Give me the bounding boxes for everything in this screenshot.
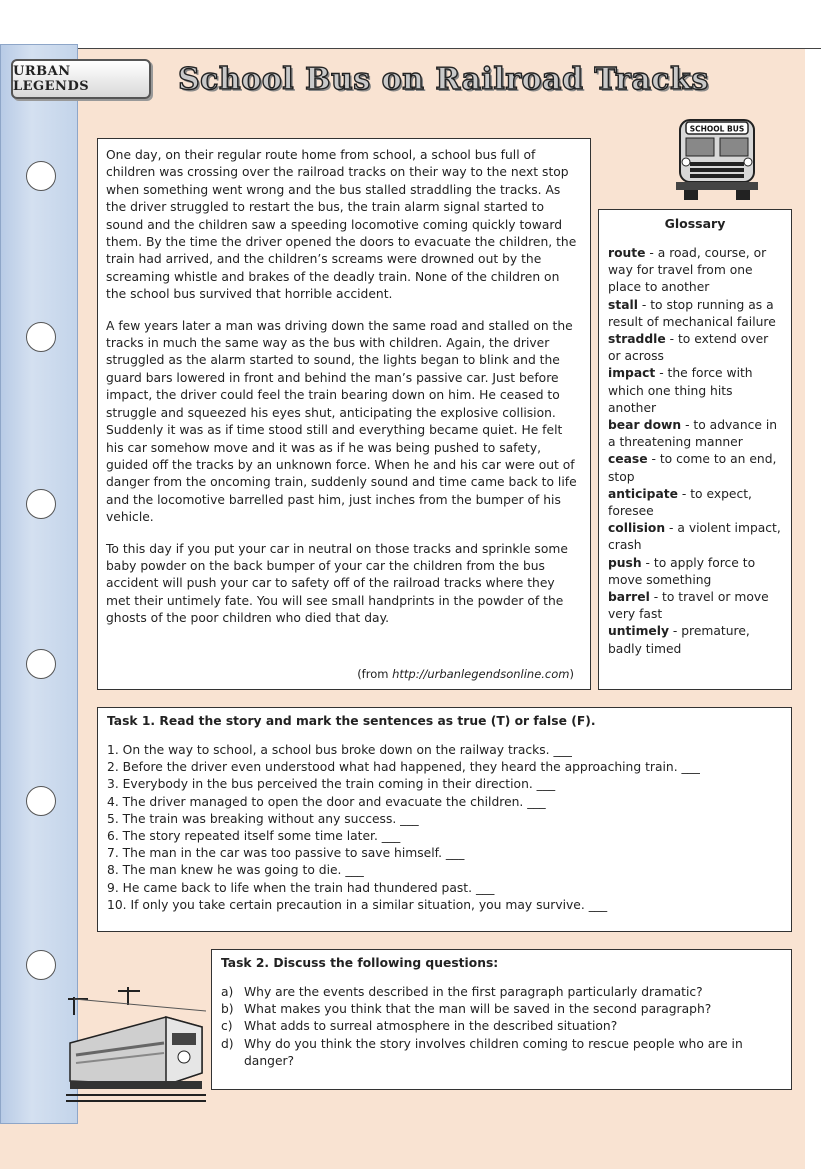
binder-hole xyxy=(26,489,56,519)
glossary-entry: cease - to come to an end, stop xyxy=(608,452,777,484)
glossary-entry: route - a road, course, or way for travel from one place to another xyxy=(608,246,767,295)
task2-question: b) What makes you think that the man will be saved in the second paragraph? xyxy=(221,1002,712,1017)
school-bus-illustration xyxy=(670,110,766,204)
story-paragraph: One day, on their regular route home from school, a school bus full of children was crossing over the railroad tracks on their way to the next stop when something went wrong and the bus stalled straddling the tracks. As the driver struggled to restart the bus, the train alarm signal started to sound and the children saw a speeding locomotive coming quickly toward them. By the time the driver opened the doors to evacuate the children, the train had arrived, and the children’s screams were drowned out by the screaming whistle and brakes of the deadly train. None of the children on the school bus survived that horrible accident. xyxy=(106,148,577,302)
binder-hole xyxy=(26,161,56,191)
binder-hole xyxy=(26,786,56,816)
task1-title: Task 1. Read the story and mark the sentences as true (T) or false (F). xyxy=(107,714,596,728)
task1-statement: 8. The man knew he was going to die. ___ xyxy=(107,863,364,878)
task1-statement: 2. Before the driver even understood what had happened, they heard the approaching train. ___ xyxy=(107,760,700,775)
source-url: http://urbanlegendsonline.com xyxy=(392,667,570,681)
task1-statement: 3. Everybody in the bus perceived the train coming in their direction. ___ xyxy=(107,777,556,792)
glossary-entry: impact - the force with which one thing hits another xyxy=(608,366,753,415)
task1-box xyxy=(97,707,792,932)
task1-statement: 10. If only you take certain precaution in a similar situation, you may survive. ___ xyxy=(107,897,608,912)
task1-statement: 1. On the way to school, a school bus broke down on the railway tracks. ___ xyxy=(107,743,572,757)
task1-statement: 9. He came back to life when the train had thundered past. ___ xyxy=(107,880,495,895)
binder-hole xyxy=(26,649,56,679)
glossary-entry: straddle - to extend over or across xyxy=(608,332,769,364)
glossary-entry: stall - to stop running as a result of mechanical failure xyxy=(608,297,776,329)
glossary-title: Glossary xyxy=(664,216,726,231)
task1-list xyxy=(107,742,782,914)
story-paragraph: To this day if you put your car in neutral on those tracks and sprinkle some baby powder on the back bumper of your car the children from the bus accident will push your car to safety off of the railroad tracks where they met their untimely fate. You will see small handprints in the powder of the ghosts of the poor children who died that day. xyxy=(106,541,568,626)
story-paragraph: A few years later a man was driving down the same road and stalled on the tracks in much the same way as the bus with children. Again, the driver struggled as the alarm started to sound, the lights began to blink and the guard bars lowered in front and behind the man’s passive car. Just before impact, the driver could feel the train bearing down on him. He ceased to struggle and squeezed his eyes shut, anticipating the explosive collision. Suddenly it was as if time stood still and everything became quiet. He felt his car somehow move and it was as if he was being pushed to safety, guided off the tracks by an unknown force. When he and his car were out of danger from the oncoming train, suddenly sound and time came back to life and the locomotive barrelled past him, just inches from the bumper of his vehicle. xyxy=(106,318,577,525)
glossary-entry: barrel - to travel or move very fast xyxy=(608,590,769,622)
task2-question: d) Why do you think the story involves children coming to rescue people who are in danger? xyxy=(221,1036,743,1068)
binder-hole xyxy=(26,322,56,352)
task1-statement: 6. The story repeated itself some time later. ___ xyxy=(107,829,401,844)
binder-hole xyxy=(26,950,56,980)
task2-question: a) Why are the events described in the first paragraph particularly dramatic? xyxy=(221,985,703,999)
page-title: School Bus on Railroad Tracks xyxy=(178,62,709,97)
top-rule xyxy=(0,48,821,49)
task1-statement: 5. The train was breaking without any success. ___ xyxy=(107,811,419,826)
bus-sign-text: SCHOOL BUS xyxy=(689,124,745,134)
glossary-entry: untimely - premature, badly timed xyxy=(608,624,750,656)
task1-statement: 4. The driver managed to open the door and evacuate the children. ___ xyxy=(107,794,546,809)
glossary-entry: bear down - to advance in a threatening manner xyxy=(608,418,778,450)
story-box xyxy=(97,138,591,690)
locomotive-illustration xyxy=(66,985,206,1103)
glossary-entry: push - to apply force to move something xyxy=(608,555,756,587)
glossary-box xyxy=(598,209,792,690)
glossary-entry: anticipate - to expect, foresee xyxy=(608,486,752,519)
task2-title: Task 2. Discuss the following questions: xyxy=(221,956,499,970)
task1-statement: 7. The man in the car was too passive to save himself. ___ xyxy=(107,846,465,861)
task2-question: c) What adds to surreal atmosphere in the described situation? xyxy=(221,1019,618,1034)
task2-box xyxy=(211,949,792,1090)
glossary-entry: collision - a violent impact, crash xyxy=(608,521,781,553)
series-badge: URBAN LEGENDS xyxy=(11,59,151,99)
story-source: (from http://urbanlegendsonline.com) xyxy=(357,667,574,681)
